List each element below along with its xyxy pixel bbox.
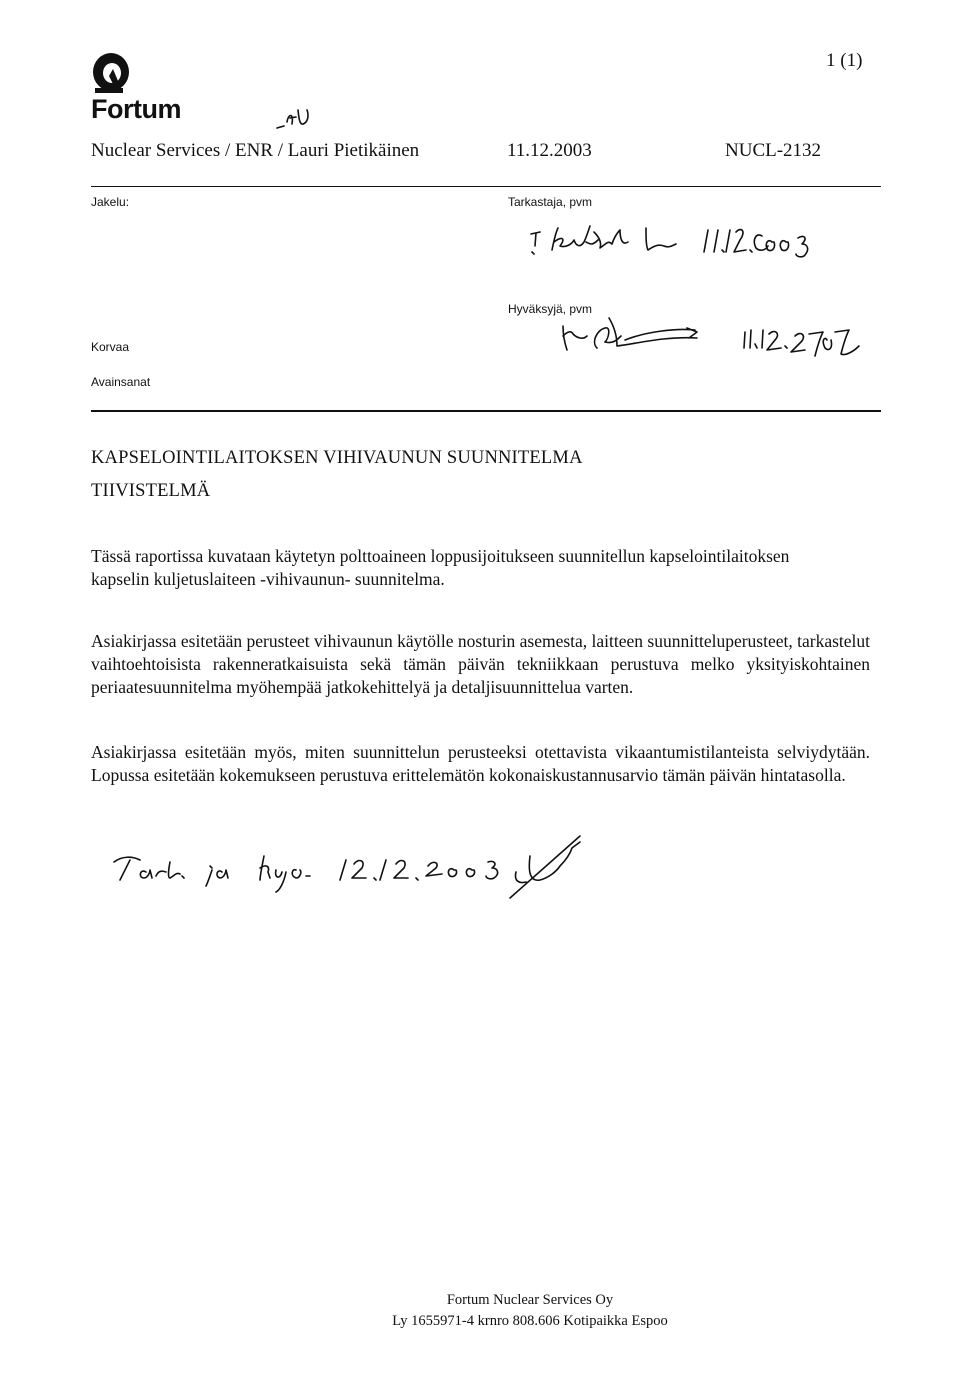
distribution-label: Jakelu:	[91, 195, 130, 209]
approver-date-handwritten	[735, 326, 875, 366]
document-id: NUCL-2132	[725, 140, 822, 161]
header-divider	[91, 186, 881, 187]
approver-label: Hyväksyjä, pvm	[508, 302, 593, 316]
handwritten-review-note	[110, 832, 670, 902]
keywords-label: Avainsanat	[91, 375, 151, 389]
document-date: 11.12.2003	[507, 140, 592, 161]
summary-paragraph-3: Asiakirjassa esitetään myös, miten suunnittelun perusteeksi otettavista vikaantumistilanteista selviydytään. Lopussa esitetään kokemukseen perustuva erittelemätön kokonaiskustannusarvio tämän päivän hintatasolla.	[91, 742, 870, 785]
footer-company: Fortum Nuclear Services Oy	[446, 1292, 614, 1308]
document-title: KAPSELOINTILAITOKSEN VIHIVAUNUN SUUNNITELMA	[91, 448, 583, 468]
summary-line-1: Tässä raportissa kuvataan käytetyn polttoaineen loppusijoitukseen suunnitellun kapselointilaitoksen	[91, 546, 790, 566]
fortum-logo-text: Fortum	[91, 94, 181, 124]
summary-paragraph-2: Asiakirjassa esitetään perusteet vihivaunun käytölle nosturin asemesta, laitteen suunnitteluperusteet, tarkastelut vaihtoehtoisista rakenneratkaisuista sekä tämän päivän tekniikkaan perustuva melko yksityiskohtainen periaatesuunnitelma myöhempää jatkokehittelyä ja detaljisuunnittelua varten.	[91, 631, 871, 697]
footer-details: Ly 1655971-4 krnro 808.606 Kotipaikka Espoo	[392, 1313, 668, 1329]
page-number: 1 (1)	[826, 50, 863, 71]
summary-line-2: kapselin kuljetuslaiteen -vihivaunun- suunnitelma.	[91, 569, 445, 589]
author-line: Nuclear Services / ENR / Lauri Pietikäinen	[91, 140, 420, 161]
checker-date-handwritten	[700, 222, 870, 262]
checker-signature	[528, 222, 698, 262]
meta-divider	[91, 410, 881, 412]
checker-label: Tarkastaja, pvm	[508, 195, 593, 209]
initials-signature	[272, 104, 312, 134]
section-title: TIIVISTELMÄ	[91, 481, 211, 501]
fortum-logo-icon	[91, 52, 131, 96]
replaces-label: Korvaa	[91, 340, 130, 354]
approver-signature	[555, 310, 705, 360]
